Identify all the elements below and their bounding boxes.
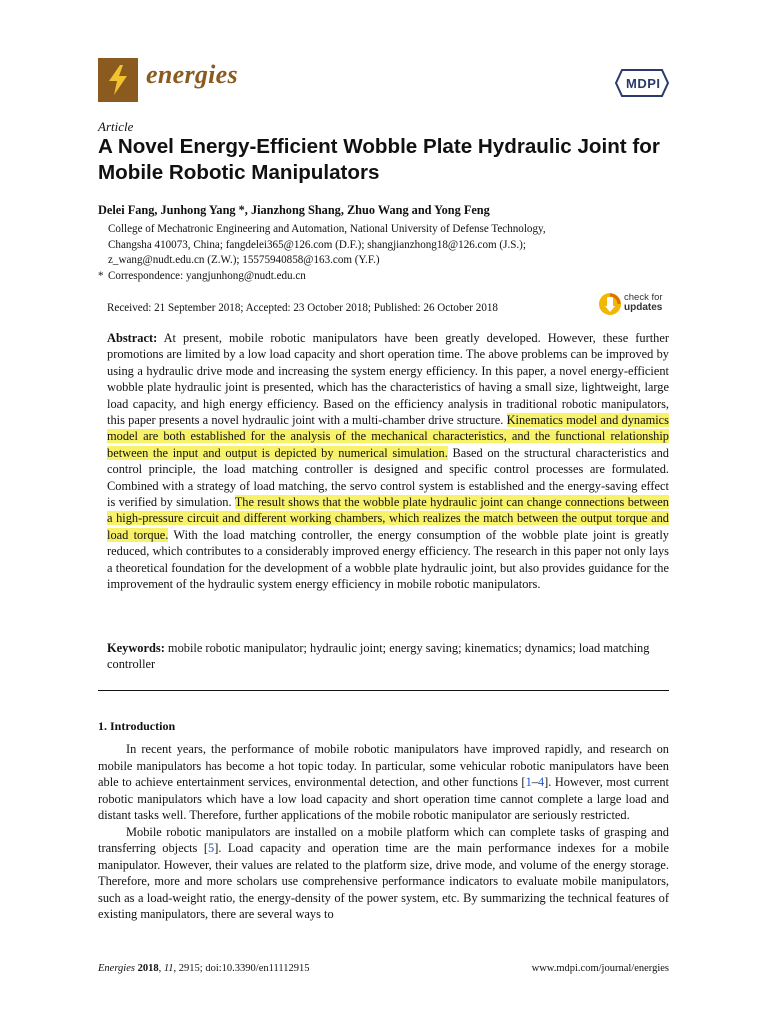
- highlighted-text: Kinematics model and dynamics model are both established for the analysis of the mechanical characteristics, and the functional relationship between the input and output is depicted by numerical simulation.: [107, 413, 669, 460]
- paragraph: [98, 824, 669, 923]
- abstract-label: Abstract:: [107, 331, 158, 345]
- footer-citation: Energies 2018, 11, 2915; doi:10.3390/en11112915: [98, 963, 310, 974]
- abstract-text: Based on the structural characteristics and control principle, the load matching controller is designed and specific control processes are formulated. Combined with a strategy of load matching, the servo control system is established and the energy-saving effect is verified by simulation.: [107, 445, 669, 510]
- keywords: [107, 640, 669, 673]
- footer-journal: Energies: [98, 963, 135, 974]
- energies-logo: [98, 58, 138, 102]
- correspondence: [98, 269, 678, 285]
- affiliation-line: College of Mechatronic Engineering and Automation, National University of Defense Technology,: [108, 223, 546, 235]
- keywords-label: Keywords:: [107, 641, 165, 655]
- introduction-body: [98, 741, 669, 923]
- abstract-text: With the load matching controller, the energy consumption of the wobble plate joint is greatly reduced, which contributes to a considerably improved energy efficiency. The research in this paper not only lays a theoretical foundation for the development of a wobble plate hydraulic joint, but also provides guidance for the improvement of the hydraulic system energy efficiency in mobile robotic manipulators.: [107, 527, 670, 592]
- paper-title: A Novel Energy-Efficient Wobble Plate Hydraulic Joint for Mobile Robotic Manipulators: [98, 135, 660, 184]
- paragraph-text: ]. However, most current robotic manipulators which have a low load capacity and short operation time cannot complete a large load and distant tasks well. Therefore, further applications of the mobile robotic manipulator are seriously restricted.: [98, 775, 669, 822]
- section-divider: [98, 690, 669, 691]
- check-updates-label-bold: updates: [624, 302, 663, 313]
- highlighted-text: The result shows that the wobble plate hydraulic joint can change connections between a high-pressure circuit and different working chambers, which realizes the match between the output torque and load torque.: [107, 495, 669, 542]
- paragraph-text: ]. Load capacity and operation time are the main performance indexes for a mobile manipulator. However, their values are related to the platform size, drive mode, and volume of the energy storage. Therefore, more and more scholars use comprehensive performance indicators to evaluate mobile manipulators, such as a load-weight ratio, the energy-density of the power system, etc. By summarizing the technical features of existing manipulators, there are several ways to: [98, 841, 670, 921]
- footer-volume: 11: [163, 963, 174, 974]
- paragraph-text: Mobile robotic manipulators are installed on a mobile platform which can complete tasks of grasping and transferring objects [: [98, 824, 669, 855]
- journal-url[interactable]: www.mdpi.com/journal/energies: [531, 963, 669, 974]
- journal-header: [98, 58, 670, 104]
- affiliation: [98, 222, 678, 284]
- affiliation-line: z_wang@nudt.edu.cn (Z.W.); 15575940858@163.com (Y.F.): [108, 254, 380, 266]
- abstract-text: At present, mobile robotic manipulators have been greatly developed. However, these further promotions are limited by a low load capacity and short operation time. The above problems can be improved by using a hydraulic drive mode and increasing the system energy efficiency. In this paper, a novel energy-efficient wobble plate hydraulic joint is presented, which has the characteristics of having a small size, lightweight, large load capacity, and high energy efficiency. Based on the efficiency analysis in traditional robotic manipulators, this paper presents a novel hydraulic joint with a multi-chamber drive structure.: [107, 331, 669, 428]
- journal-name: energies: [146, 60, 238, 89]
- correspondence-email: Correspondence: yangjunhong@nudt.edu.cn: [108, 269, 306, 282]
- publication-dates: Received: 21 September 2018; Accepted: 23 October 2018; Published: 26 October 2018: [107, 302, 498, 314]
- footer-year: 2018: [137, 963, 159, 974]
- mdpi-logo: [614, 68, 670, 98]
- correspondence-star: *: [98, 269, 104, 282]
- citation-link[interactable]: 5: [208, 841, 215, 855]
- paragraph: [98, 741, 669, 824]
- check-for-updates-badge[interactable]: [598, 291, 678, 319]
- section-heading: 1. Introduction: [98, 719, 176, 733]
- keywords-text: mobile robotic manipulator; hydraulic joint; energy saving; kinematics; dynamics; load matching controller: [107, 641, 650, 672]
- footer-doi: , 2915; doi:10.3390/en11112915: [173, 963, 310, 974]
- article-type: Article: [98, 119, 134, 134]
- affiliation-line: Changsha 410073, China; fangdelei365@126.com (D.F.); shangjianzhong18@126.com (J.S.);: [108, 238, 526, 251]
- lightning-icon: [106, 65, 130, 95]
- check-updates-icon: [598, 291, 622, 317]
- page-footer: [98, 963, 669, 974]
- citation-link[interactable]: 4: [537, 775, 545, 789]
- paragraph-text: In recent years, the performance of mobile robotic manipulators have improved rapidly, and research on mobile manipulators has become a hot topic today. In particular, some vehicular robotic manipulators have been able to achieve entertainment services, environmental detection, and other functions [: [98, 742, 669, 789]
- publisher-name: MDPI: [626, 76, 661, 91]
- citation-dash: –: [531, 775, 538, 789]
- author-list: Delei Fang, Junhong Yang *, Jianzhong Shang, Zhuo Wang and Yong Feng: [98, 203, 490, 217]
- citation-link[interactable]: 1: [525, 775, 532, 789]
- abstract: [107, 330, 669, 593]
- check-updates-label: check for: [624, 292, 663, 303]
